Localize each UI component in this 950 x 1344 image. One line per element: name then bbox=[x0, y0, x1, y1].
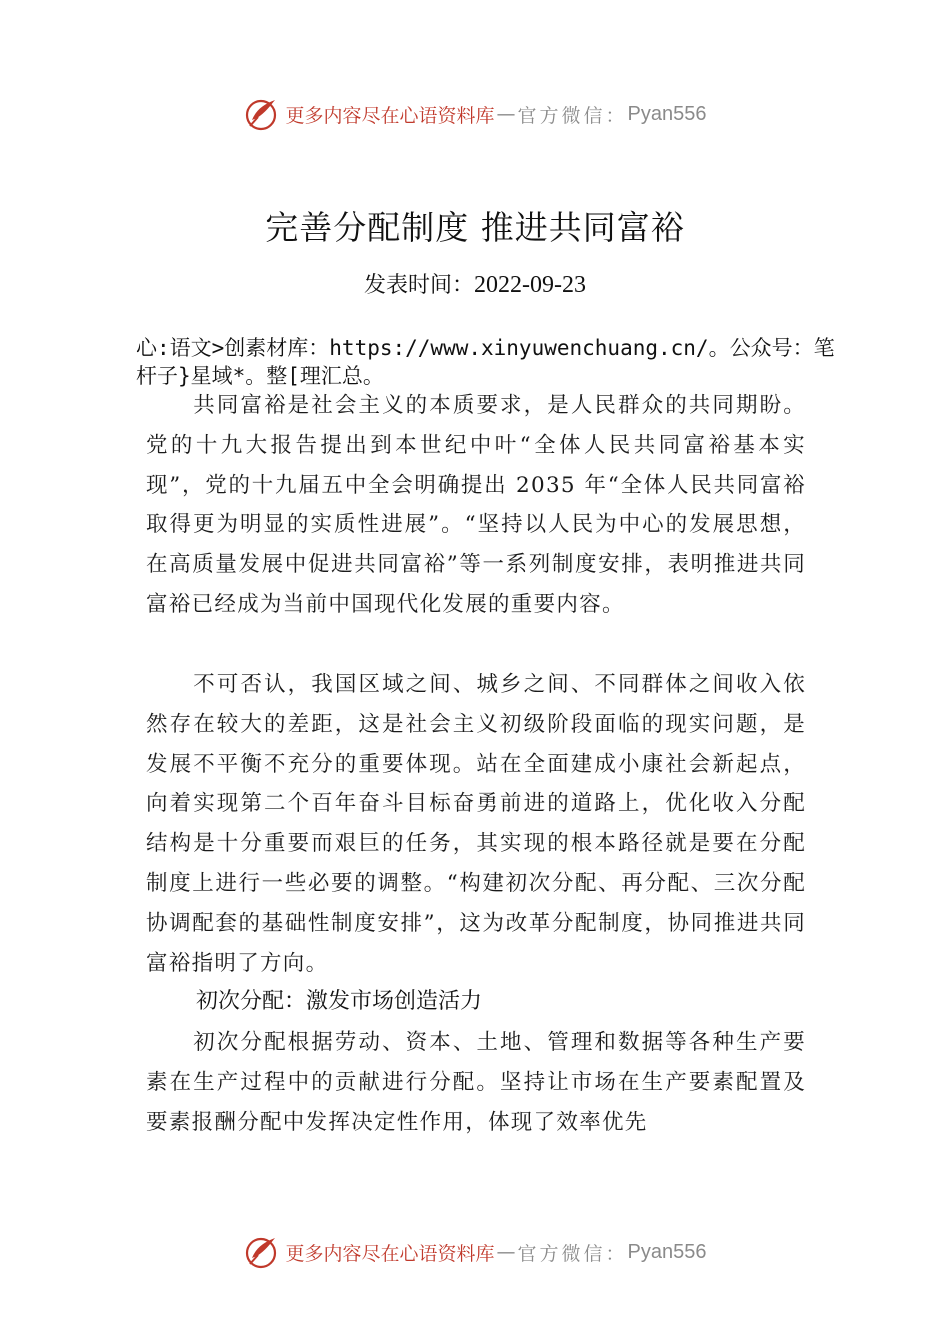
banner-content bbox=[244, 96, 707, 132]
paragraph-1: 共同富裕是社会主义的本质要求，是人民群众的共同期盼。党的十九大报告提出到本世纪中叶“全体人民共同富裕基本实现”，党的十九届五中全会明确提出 2035 年“全体人民共同富裕取得更为明显的实质性进展”。“坚持以人民为中心的发展思想，在高质量发展中促进共同富裕”等一系列制度安排，表明推进共同富裕已经成为当前中国现代化发展的重要内容。 bbox=[146, 393, 806, 617]
header-banner bbox=[0, 94, 950, 134]
banner-wechat-label: 官方微信： bbox=[517, 104, 628, 127]
banner-wechat-handle: Pyan556 bbox=[627, 102, 707, 125]
banner-text: 更多内容尽在心语资料库 bbox=[285, 1242, 495, 1265]
footer-banner bbox=[0, 1232, 950, 1272]
article-title: 完善分配制度 推进共同富裕 bbox=[265, 208, 685, 247]
body-paragraph bbox=[146, 665, 806, 983]
quill-logo-icon bbox=[244, 1234, 280, 1270]
banner-separator: — bbox=[496, 1241, 516, 1263]
body-paragraph bbox=[146, 386, 806, 625]
banner-separator: — bbox=[496, 103, 516, 125]
banner-text: 更多内容尽在心语资料库 bbox=[285, 104, 495, 127]
date-label: 发表时间： bbox=[364, 273, 475, 298]
quill-logo-icon bbox=[244, 96, 280, 132]
publish-date bbox=[0, 268, 950, 299]
banner-wechat-label: 官方微信： bbox=[517, 1242, 628, 1265]
section-heading: 初次分配：激发市场创造活力 bbox=[196, 989, 483, 1014]
body-paragraph bbox=[146, 1023, 806, 1142]
paragraph-2: 不可否认，我国区域之间、城乡之间、不同群体之间收入依然存在较大的差距，这是社会主义初级阶段面临的现实问题，是发展不平衡不充分的重要体现。站在全面建成小康社会新起点，向着实现第二个百年奋斗目标奋勇前进的道路上，优化收入分配结构是十分重要而艰巨的任务，其实现的根本路径就是要在分配制度上进行一些必要的调整。“构建初次分配、再分配、三次分配协调配套的基础性制度安排”，这为改革分配制度，协同推进共同富裕指明了方向。 bbox=[146, 672, 806, 976]
date-value: 2022-09-23 bbox=[474, 272, 586, 298]
paragraph-3: 初次分配根据劳动、资本、土地、管理和数据等各种生产要素在生产过程中的贡献进行分配。坚持让市场在生产要素配置及要素报酬分配中发挥决定性作用，体现了效率优先 bbox=[146, 1030, 806, 1135]
banner-content bbox=[244, 1234, 707, 1270]
source-note: 心:语文>创素材库：https://www.xinyuwenchuang.cn/。公众号：笔杆子}星域*。整[理汇总。 bbox=[136, 336, 835, 388]
banner-wechat-handle: Pyan556 bbox=[627, 1240, 707, 1263]
